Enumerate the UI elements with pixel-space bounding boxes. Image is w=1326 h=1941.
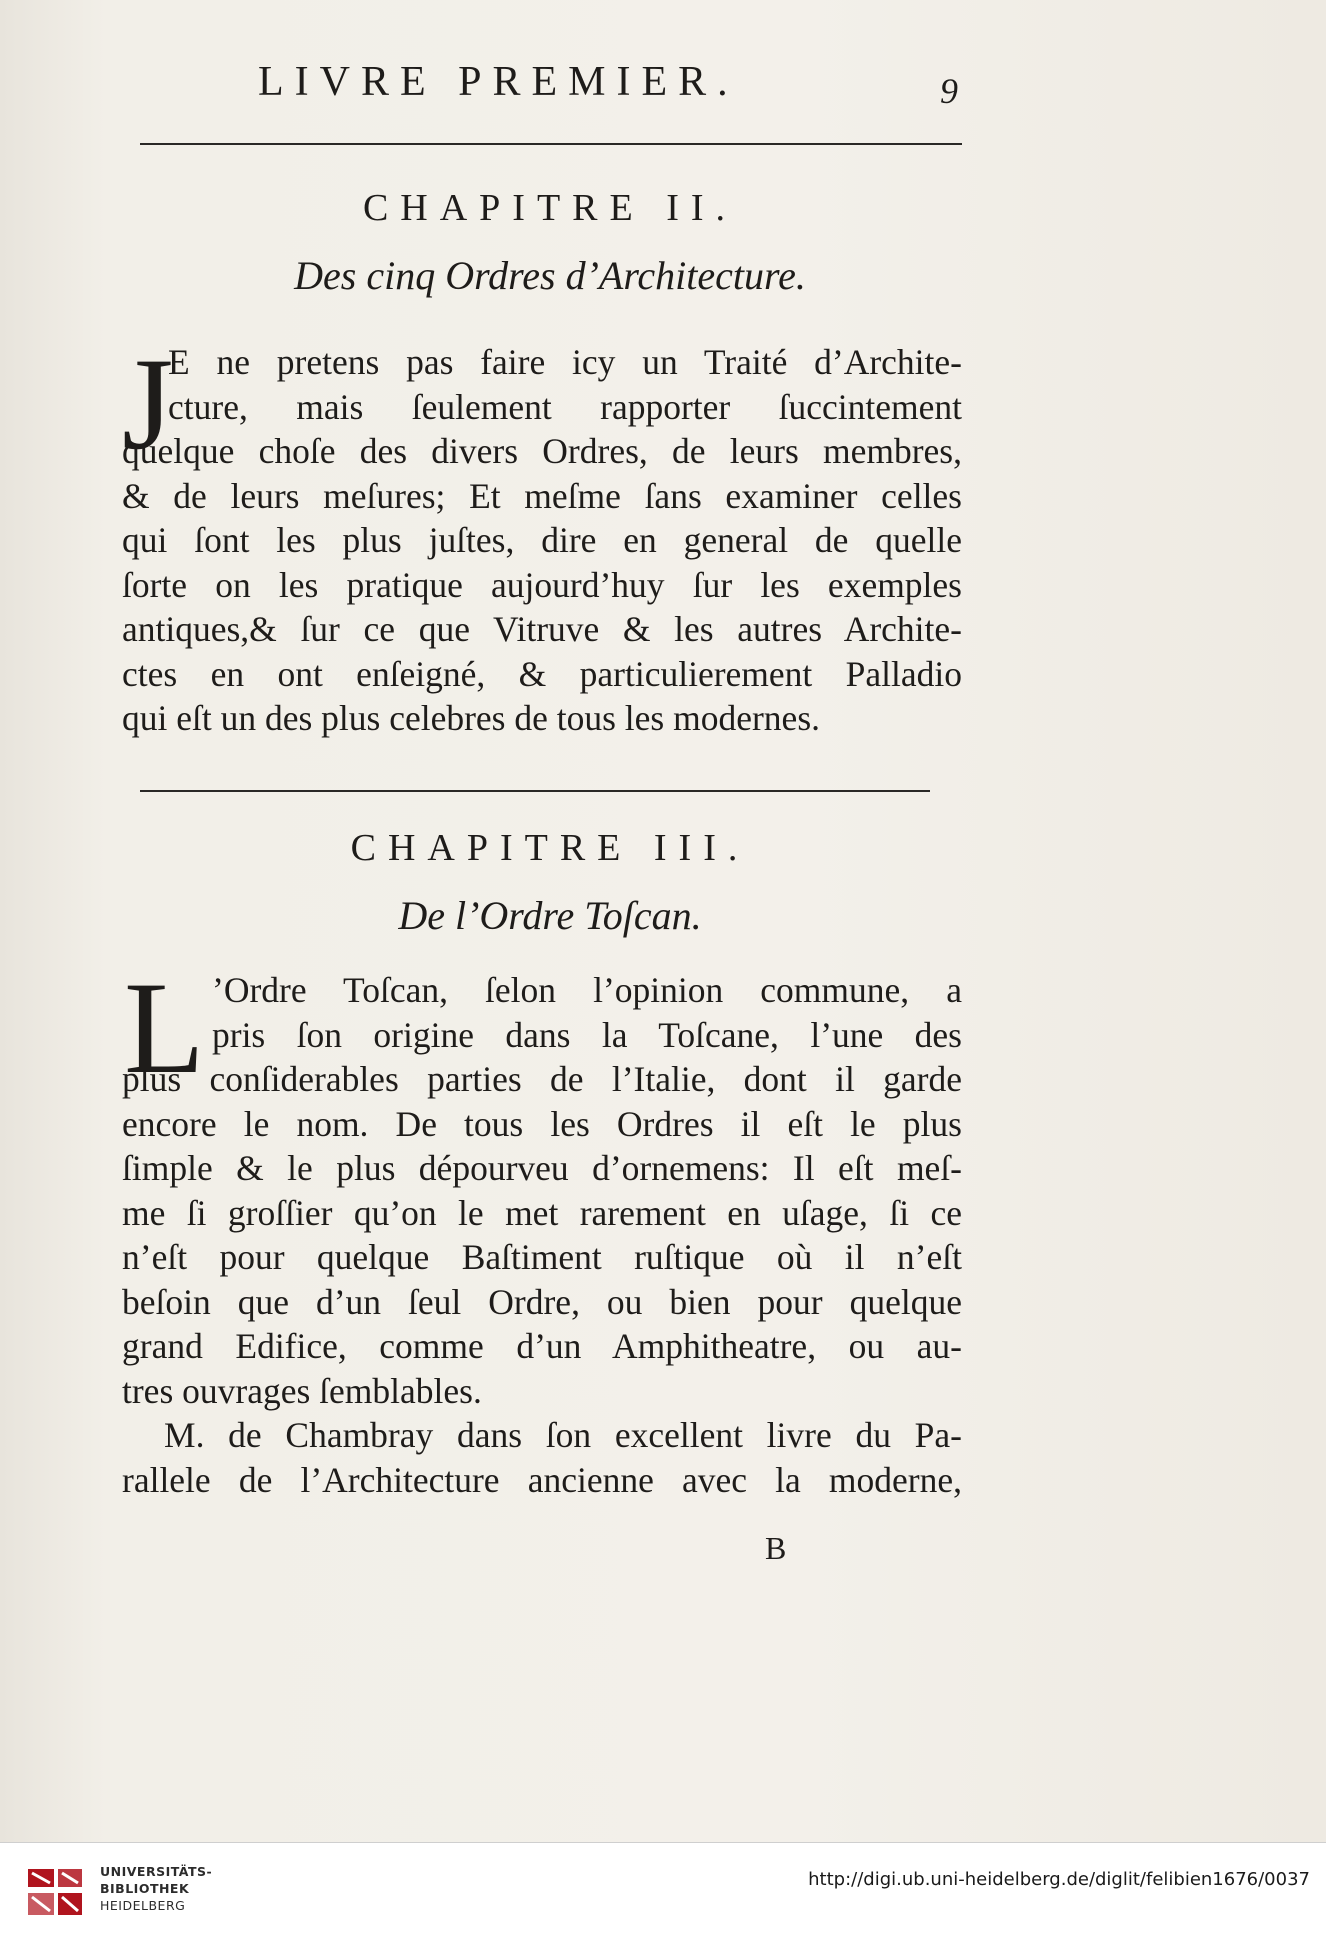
chapter-3-drop-initial: L [124, 954, 205, 1101]
text-line: antiques,& ſur ce que Vitruve & les autres Archite- [122, 609, 962, 649]
text-line: n’eſt pour quelque Baſtiment ruſtique où il n’eſt [122, 1237, 962, 1277]
text-line: M. de Chambray dans ſon excellent livre du Pa- [164, 1415, 962, 1455]
text-line: ſorte on les pratique aujourd’huy ſur les exemples [122, 564, 962, 605]
text-line: ’Ordre Toſcan, ſelon l’opinion commune, a [212, 970, 962, 1010]
chapter-3-body [122, 968, 962, 1502]
header-rule [140, 143, 962, 145]
library-name [100, 1863, 212, 1914]
source-url-link[interactable]: http://digi.ub.uni-heidelberg.de/diglit/felibien1676/0037 [808, 1869, 1310, 1890]
text-line: ctes en ont enſeigné, & particulierement Palladio [122, 653, 962, 694]
text-line: quelque choſe des divers Ordres, de leurs membres, [122, 431, 962, 471]
chapter-2-drop-initial: J [122, 330, 174, 477]
running-head: LIVRE PREMIER. [258, 59, 739, 105]
text-line: cture, mais ſeulement rapporter ſuccintement [168, 386, 962, 427]
page-number: 9 [940, 71, 958, 111]
text-line: qui ſont les plus juſtes, dire en general de quelle [122, 520, 962, 560]
footer-bar [0, 1842, 1326, 1941]
library-name-line: BIBLIOTHEK [100, 1881, 190, 1896]
text-line: plus conſiderables parties de l’Italie, dont il garde [122, 1059, 962, 1099]
text-line: ſimple & le plus dépourveu d’ornemens: Il eſt meſ- [122, 1148, 962, 1188]
text-line: qui eſt un des plus celebres de tous les modernes. [122, 698, 821, 738]
catchword: B [765, 1530, 787, 1566]
library-name-line: UNIVERSITÄTS- [100, 1864, 213, 1879]
chapter-2-body [122, 330, 962, 741]
library-logo-icon [24, 1863, 86, 1921]
text-line: beſoin que d’un ſeul Ordre, ou bien pour quelque [122, 1281, 962, 1322]
text-line: rallele de l’Architecture ancienne avec la moderne, [122, 1459, 962, 1500]
text-line: encore le nom. De tous les Ordres il eſt le plus [122, 1103, 962, 1144]
text-line: grand Edifice, comme d’un Amphitheatre, ou au- [122, 1326, 962, 1366]
library-name-line: HEIDELBERG [100, 1898, 186, 1913]
chapter-2-subtitle: Des cinq Ordres d’Architecture. [294, 253, 806, 298]
text-line: E ne pretens pas faire icy un Traité d’Archite- [168, 342, 962, 382]
text-line: & de leurs meſures; Et meſme ſans examiner celles [122, 475, 962, 516]
text-line: tres ouvrages ſemblables. [122, 1370, 482, 1411]
chapter-divider-rule [140, 790, 930, 792]
text-line: pris ſon origine dans la Toſcane, l’une des [212, 1014, 962, 1055]
chapter-3-title: CHAPITRE III. [350, 827, 750, 869]
text-line: me ſi groſſier qu’on le met rarement en uſage, ſi ce [122, 1192, 962, 1233]
chapter-3-subtitle: De l’Ordre Toſcan. [398, 893, 702, 938]
chapter-2-title: CHAPITRE II. [362, 187, 738, 229]
